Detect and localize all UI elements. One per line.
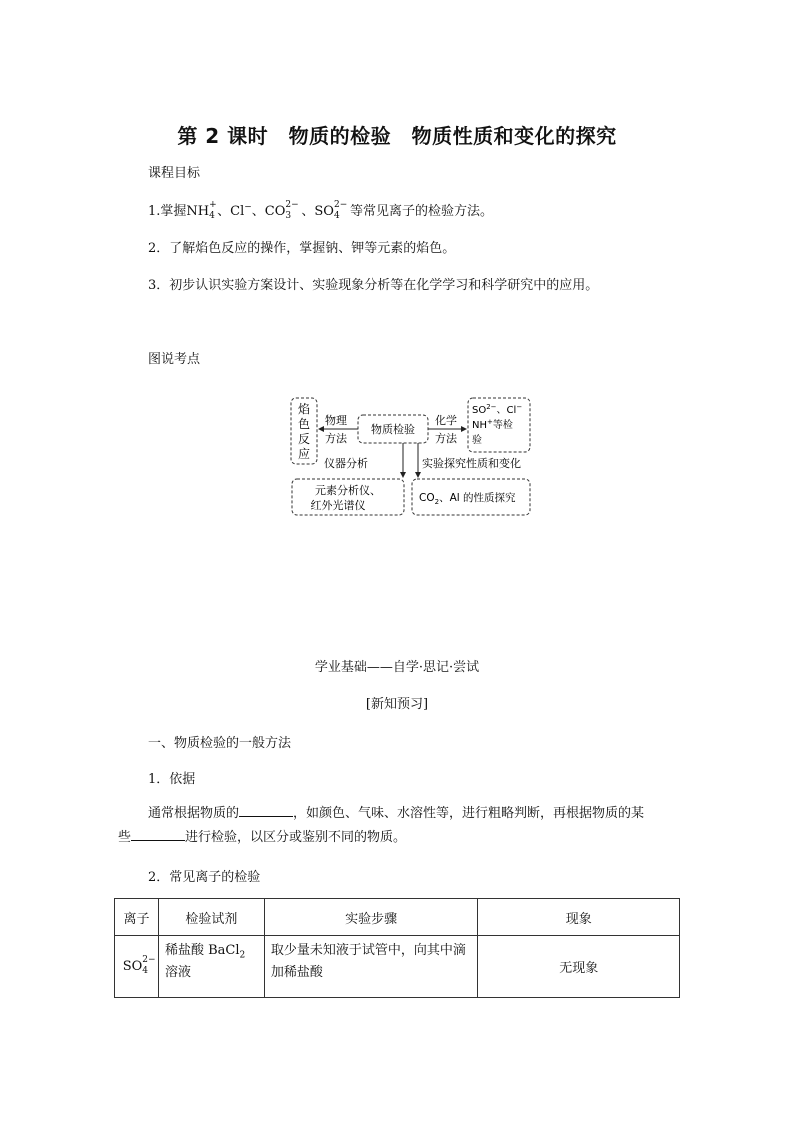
cell-ion-sup: 2− bbox=[142, 954, 156, 965]
cell-reagent bbox=[158, 936, 264, 998]
heading-general-method: 一、物质检验的一般方法 bbox=[148, 736, 292, 751]
ion-so4-scripts bbox=[333, 199, 348, 221]
cell-ion bbox=[115, 936, 159, 998]
basis-paragraph-line-2 bbox=[118, 824, 678, 852]
page-title: 第 2 课时 物质的检验 物质性质和变化的探究 bbox=[177, 124, 617, 148]
right-box-line-2: NH+等检 bbox=[472, 418, 513, 431]
table-header-row bbox=[115, 899, 680, 936]
cell-ion-sub: 4 bbox=[142, 965, 148, 976]
blank-1[interactable] bbox=[239, 802, 293, 817]
right-arrow-label-2: 方法 bbox=[435, 432, 457, 445]
objective-1-prefix: 1.掌握 bbox=[148, 204, 187, 219]
cell-ion-text: SO bbox=[122, 959, 143, 974]
bottom-right-label: $CO_2$、Al 的性质探究 bbox=[419, 492, 516, 506]
left-box-char-1: 焰 bbox=[297, 402, 311, 416]
basis-text-a: 通常根据物质的 bbox=[148, 806, 240, 821]
left-box-char-2: 色 bbox=[297, 417, 311, 431]
header-ion: 离子 bbox=[115, 899, 159, 936]
header-phenomenon: 现象 bbox=[478, 899, 680, 936]
left-box-char-4: 应 bbox=[297, 447, 311, 461]
cell-ion-scripts bbox=[142, 954, 156, 976]
ion-co3-scripts: 2− 3 bbox=[285, 199, 299, 221]
table-row bbox=[115, 936, 680, 998]
header-step: 实验步骤 bbox=[264, 899, 478, 936]
right-arrow-label-1: 化学 bbox=[435, 414, 457, 427]
cell-phenomenon: 无现象 bbox=[478, 936, 680, 998]
objective-item-1 bbox=[148, 200, 493, 219]
ion-nh4-scripts bbox=[209, 199, 217, 221]
header-reagent: 检验试剂 bbox=[158, 899, 264, 936]
objective-1-sep1: 、Cl bbox=[217, 204, 245, 219]
heading-ion-detection: 2．常见离子的检验 bbox=[148, 870, 261, 885]
cell-reagent-sub: 2 bbox=[239, 950, 246, 961]
bottom-left-line-1: 元素分析仪、 bbox=[315, 484, 381, 497]
basis-text-c: 些 bbox=[118, 830, 132, 845]
left-arrow-label-2: 方法 bbox=[325, 432, 347, 445]
right-box-line-3: 验 bbox=[472, 435, 482, 446]
subsection-heading: [新知预习] bbox=[365, 697, 429, 712]
objective-item-2: 2．了解焰色反应的操作，掌握钠、钾等元素的焰色。 bbox=[148, 241, 456, 256]
ion-nh4-sup: + bbox=[209, 199, 217, 210]
ion-cl-sup: − bbox=[244, 202, 252, 213]
cell-reagent-text-b: 溶液 bbox=[164, 965, 191, 980]
right-box-line-1: $SO^{2-}$、Cl− bbox=[472, 403, 523, 416]
ion-nh4-text: NH bbox=[186, 204, 210, 219]
ion-so4-sub: 4 bbox=[333, 210, 340, 221]
cell-step: 取少量未知液于试管中，向其中滴加稀盐酸 bbox=[264, 936, 478, 998]
ion-nh4-sub: 4 bbox=[209, 210, 215, 221]
left-arrow-label-1: 物理 bbox=[325, 414, 347, 427]
ion-co3-sup: 2− bbox=[285, 199, 299, 210]
down-right-label: 实验探究性质和变化 bbox=[422, 457, 521, 470]
section-heading: 学业基础——自学·思记·尝试 bbox=[314, 660, 480, 675]
objective-1-sep2: 、CO bbox=[251, 204, 286, 219]
heading-basis: 1．依据 bbox=[148, 772, 196, 787]
basis-text-d: 进行检验，以区分或鉴别不同的物质。 bbox=[185, 830, 407, 845]
basis-text-b: ，如颜色、气味、水溶性等，进行粗略判断，再根据物质的某 bbox=[293, 806, 645, 821]
objective-1-sep3: 、SO bbox=[301, 204, 334, 219]
down-left-label: 仪器分析 bbox=[324, 457, 368, 470]
cell-reagent-text-a: 稀盐酸 BaCl bbox=[164, 943, 240, 958]
objectives-heading: 课程目标 bbox=[148, 166, 201, 181]
concept-diagram bbox=[288, 395, 534, 519]
ion-nh4 bbox=[186, 199, 217, 221]
ion-so4-sup: 2− bbox=[333, 199, 348, 210]
objective-item-3: 3．初步认识实验方案设计、实验现象分析等在化学学习和科学研究中的应用。 bbox=[148, 278, 599, 293]
concept-diagram-svg bbox=[288, 395, 534, 519]
blank-2[interactable] bbox=[131, 826, 185, 841]
bottom-left-line-2: 红外光谱仪 bbox=[310, 499, 366, 512]
center-box-label: 物质检验 bbox=[371, 423, 415, 436]
left-box-char-3: 反 bbox=[297, 432, 311, 446]
ion-detection-table bbox=[114, 898, 680, 998]
diagram-heading: 图说考点 bbox=[148, 352, 201, 367]
objective-1-suffix: 等常见离子的检验方法。 bbox=[349, 204, 493, 219]
